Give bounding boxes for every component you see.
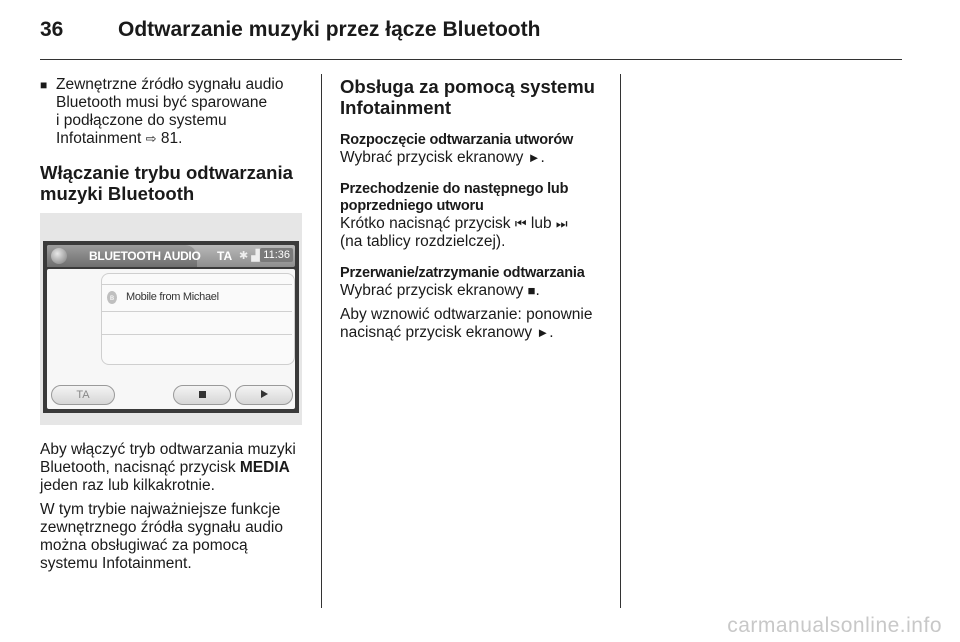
media-button-label: MEDIA (239, 459, 290, 476)
clock: 11:36 (260, 248, 293, 262)
page-reference-arrow-icon: ⇨ (145, 131, 157, 146)
section-heading-operation (340, 76, 610, 118)
subsection-title: Przerwanie/zatrzymanie odtwarzania (340, 265, 585, 281)
bullet-text: Infotainment (56, 130, 146, 147)
text-span: nacisnąć przycisk ekranowy (340, 324, 537, 341)
bullet-square-icon: ■ (40, 78, 48, 92)
subsection-stop-playback (340, 265, 610, 342)
text-span: . (549, 324, 554, 341)
bullet-line: Bluetooth musi być sparowane (56, 94, 268, 111)
text-span: lub (526, 215, 556, 232)
device-label: Mobile from Michael (126, 291, 219, 303)
play-icon: ► (536, 325, 550, 340)
subsection-title: poprzedniego utworu (340, 198, 484, 214)
paragraph-functions (40, 501, 308, 573)
play-icon: ► (527, 150, 541, 165)
heading-line: muzyki Bluetooth (40, 183, 195, 204)
text-line (40, 459, 308, 477)
skip-forward-icon: ⏭ (555, 216, 568, 231)
menu-globe-icon (51, 248, 67, 264)
text-line: Aby wznowić odtwarzanie: ponownie (340, 306, 593, 323)
play-button[interactable] (235, 385, 293, 405)
column-left-lower (40, 441, 308, 573)
column-middle (340, 76, 610, 342)
text-span: Bluetooth, nacisnąć przycisk (40, 459, 240, 476)
text-line: systemu Infotainment. (40, 555, 192, 572)
ta-indicator: TA (217, 249, 233, 263)
stop-icon: ■ (527, 283, 536, 298)
screen-titlebar (47, 245, 295, 267)
bullet-note (40, 76, 308, 148)
device-list (101, 273, 295, 365)
text-span: Wybrać przycisk ekranowy (340, 149, 528, 166)
list-item[interactable] (102, 284, 292, 312)
text-line: zewnętrznego źródła sygnału audio (40, 519, 283, 536)
section-heading-bluetooth (40, 162, 308, 204)
text-line (340, 149, 610, 167)
text-line: Aby włączyć tryb odtwarzania muzyki (40, 441, 296, 458)
ta-button[interactable]: TA (51, 385, 115, 405)
page-reference: 81. (156, 130, 183, 147)
bullet-line (56, 130, 283, 148)
text-line: W tym trybie najważniejsze funkcje (40, 501, 281, 518)
bluetooth-icon: ʙ (107, 291, 117, 304)
bluetooth-audio-screen-figure (40, 213, 302, 425)
screen-title: BLUETOOTH AUDIO (89, 249, 201, 263)
subsection-start-playback (340, 132, 610, 167)
text-line: (na tablicy rozdzielczej). (340, 233, 506, 250)
text-line: jeden raz lub kilkakrotnie. (40, 477, 215, 494)
play-icon (261, 390, 268, 398)
watermark: carmanualsonline.info (727, 614, 942, 637)
column-divider-1 (321, 74, 322, 608)
subsection-title: Przechodzenie do następnego lub (340, 181, 569, 197)
heading-line: Infotainment (340, 97, 451, 118)
text-span: Krótko nacisnąć przycisk (340, 215, 515, 232)
text-span: . (535, 282, 540, 299)
text-line (340, 215, 610, 233)
stop-button[interactable] (173, 385, 231, 405)
bluetooth-signal-icon: ✱ ▟ (239, 250, 260, 262)
header-rule (40, 59, 902, 60)
heading-line: Obsługa za pomocą systemu (340, 76, 595, 97)
infotainment-screen (43, 241, 299, 413)
paragraph-media (40, 441, 308, 495)
text-line (340, 324, 610, 342)
subsection-title: Rozpoczęcie odtwarzania utworów (340, 132, 574, 148)
page-title: Odtwarzanie muzyki przez łącze Bluetooth (118, 18, 541, 41)
text-line: można obsługiwać za pomocą (40, 537, 248, 554)
list-divider (102, 334, 292, 335)
heading-line: Włączanie trybu odtwarzania (40, 162, 293, 183)
skip-back-icon: ⏮ (514, 216, 527, 231)
column-divider-2 (620, 74, 621, 608)
text-span: Wybrać przycisk ekranowy (340, 282, 528, 299)
bullet-line: Zewnętrzne źródło sygnału audio (56, 76, 284, 93)
text-span: . (540, 149, 545, 166)
paragraph-resume (340, 306, 610, 342)
text-line (340, 282, 610, 300)
column-left (40, 76, 308, 204)
screen-panel (47, 269, 295, 409)
bullet-line: i podłączone do systemu (56, 112, 227, 129)
subsection-next-previous (340, 181, 610, 251)
stop-icon (199, 391, 206, 398)
page-number: 36 (40, 18, 64, 41)
